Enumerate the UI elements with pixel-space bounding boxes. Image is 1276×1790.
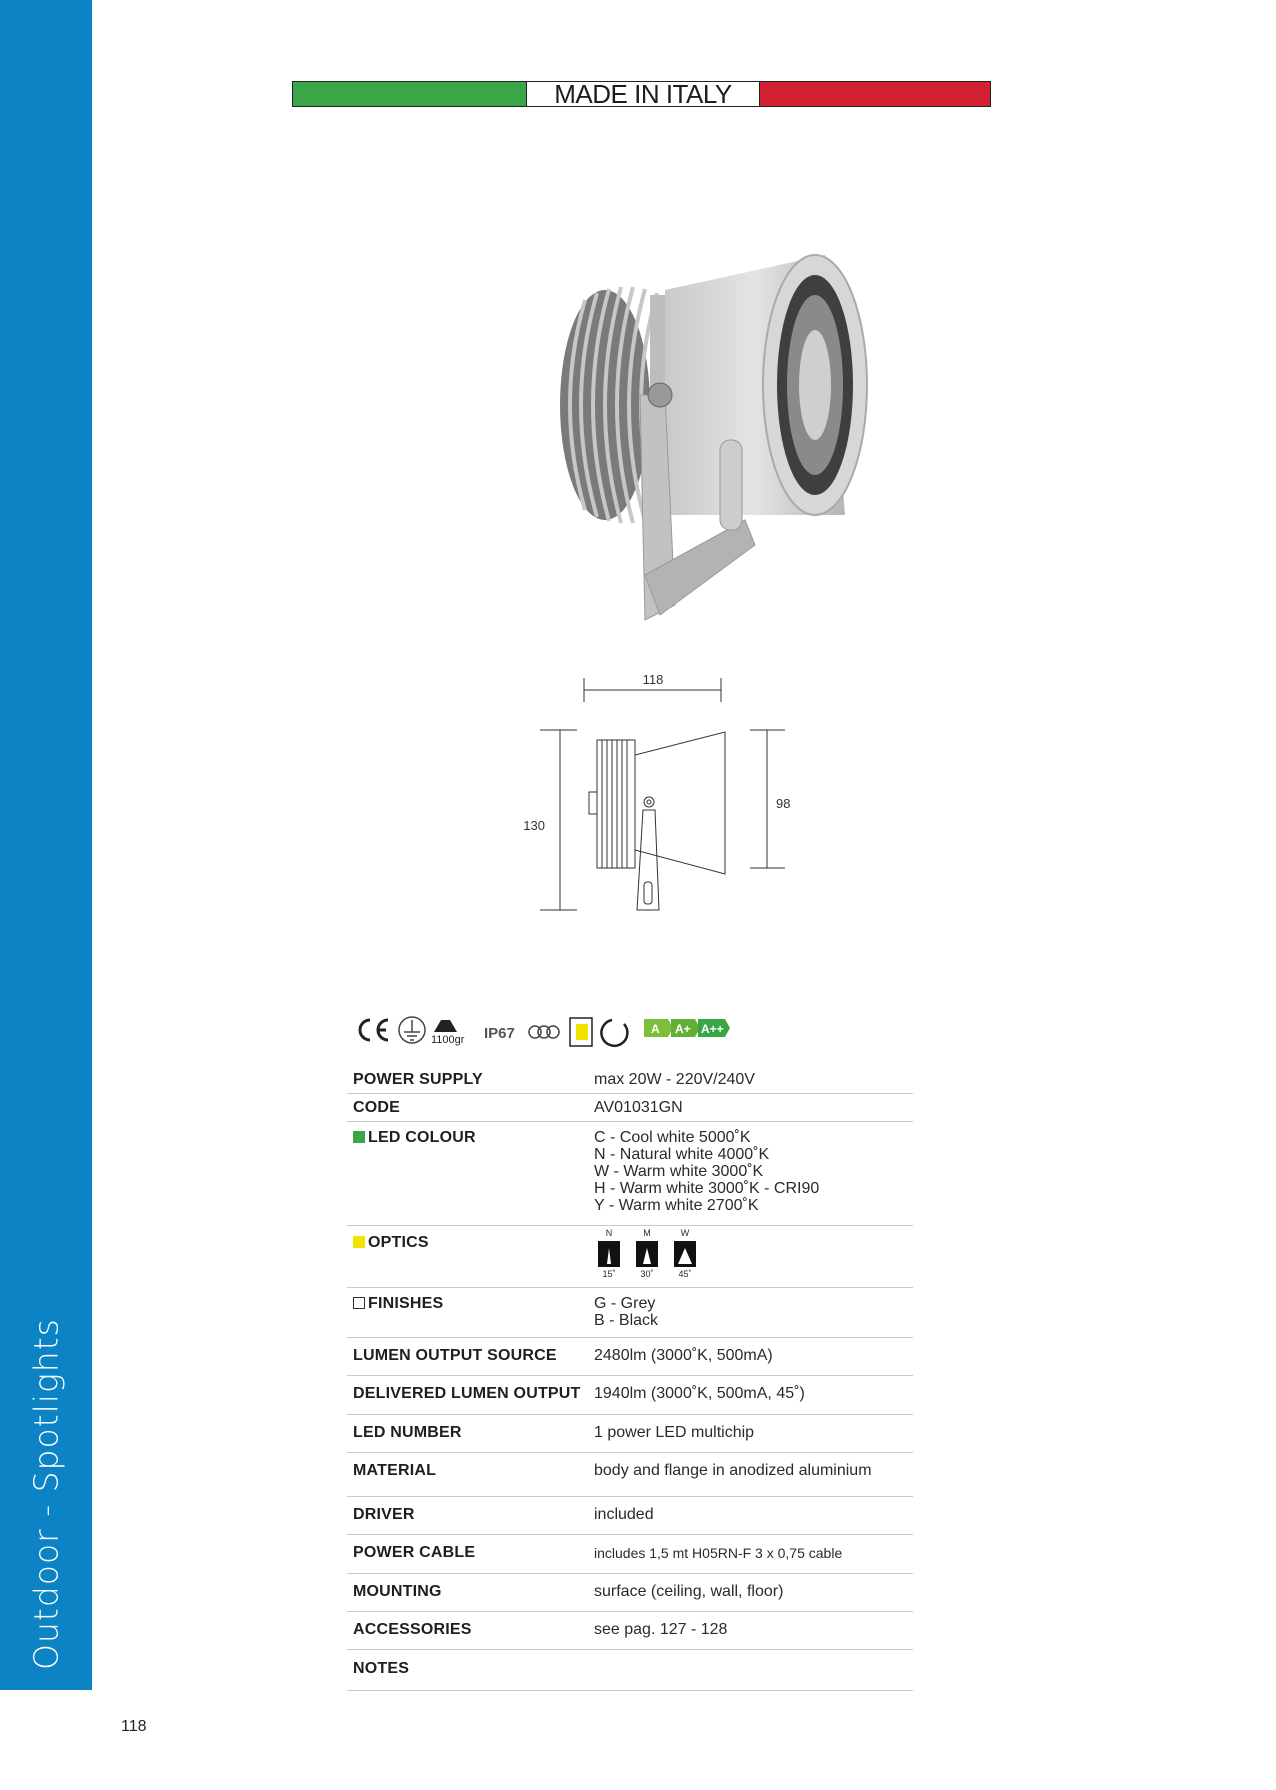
spec-value: includes 1,5 mt H05RN-F 3 x 0,75 cable — [594, 1534, 913, 1573]
spec-row-power-supply — [347, 1065, 913, 1093]
list-item: W - Warm white 3000˚K — [594, 1162, 764, 1180]
optic-medium: M 30˚ — [632, 1228, 662, 1279]
led-colour-marker — [353, 1131, 365, 1143]
flag-green — [293, 82, 527, 106]
spec-row-led-colour — [347, 1121, 913, 1225]
spec-row-power-cable — [347, 1534, 913, 1573]
led-colour-list — [594, 1121, 913, 1225]
svg-text:A+: A+ — [675, 1022, 691, 1036]
medium-beam-icon — [636, 1241, 658, 1267]
spec-value: included — [594, 1496, 913, 1534]
spec-row-finishes — [347, 1287, 913, 1337]
spec-value: 2480lm (3000˚K, 500mA) — [594, 1337, 913, 1375]
sidebar-title: Outdoor - Spotlights — [26, 1318, 66, 1670]
spec-row-driver — [347, 1496, 913, 1534]
energy-label-icon — [644, 1019, 730, 1037]
list-item: N - Natural white 4000˚K — [594, 1145, 770, 1163]
spec-label: OPTICS — [368, 1233, 429, 1251]
spec-label: MOUNTING — [347, 1573, 594, 1611]
spec-label: POWER CABLE — [347, 1534, 594, 1573]
svg-text:A++: A++ — [701, 1022, 724, 1036]
spec-row-notes — [347, 1649, 913, 1690]
list-item: C - Cool white 5000˚K — [594, 1128, 751, 1146]
optics-icons — [594, 1228, 913, 1286]
spec-value: AV01031GN — [594, 1093, 913, 1121]
list-item: B - Black — [594, 1311, 659, 1329]
finishes-marker — [353, 1297, 365, 1309]
flag-red — [760, 82, 990, 106]
spec-value: 1 power LED multichip — [594, 1414, 913, 1452]
spec-row-mounting — [347, 1573, 913, 1611]
dimension-drawing — [515, 660, 815, 920]
narrow-beam-icon — [598, 1241, 620, 1267]
list-item: G - Grey — [594, 1294, 656, 1312]
spec-label: LED COLOUR — [368, 1128, 476, 1146]
spec-label: LUMEN OUTPUT SOURCE — [347, 1337, 594, 1375]
spec-value: body and flange in anodized aluminium — [594, 1452, 913, 1496]
spec-label: NOTES — [347, 1649, 594, 1690]
spec-label: DELIVERED LUMEN OUTPUT — [347, 1375, 594, 1414]
sidebar — [0, 0, 92, 1690]
product-image — [515, 245, 875, 625]
spec-label: LED NUMBER — [347, 1414, 594, 1452]
spec-row-lumen-output-source — [347, 1337, 913, 1375]
weight-icon — [434, 1020, 457, 1032]
spec-row-led-number — [347, 1414, 913, 1452]
spec-value — [594, 1649, 913, 1690]
spec-label: FINISHES — [368, 1294, 444, 1312]
svg-text:A: A — [651, 1022, 660, 1036]
width-label: 118 — [642, 672, 664, 687]
spec-row-code — [347, 1093, 913, 1121]
finishes-list — [594, 1287, 913, 1337]
spec-value: surface (ceiling, wall, floor) — [594, 1573, 913, 1611]
spec-label: POWER SUPPLY — [347, 1065, 594, 1093]
rotation-icon — [601, 1020, 627, 1046]
spec-row-delivered-lumen-output — [347, 1375, 913, 1414]
page-number: 118 — [121, 1718, 147, 1735]
spec-table — [347, 1065, 913, 1691]
spec-label: MATERIAL — [347, 1452, 594, 1496]
class-i-earth-icon — [399, 1017, 425, 1043]
ip67-icon: IP67 — [484, 1025, 515, 1042]
spec-row-optics — [347, 1225, 913, 1287]
total-height-label: 130 — [523, 818, 545, 833]
ce-mark-icon — [360, 1020, 388, 1040]
spec-label: DRIVER — [347, 1496, 594, 1534]
spec-value: 1940lm (3000˚K, 500mA, 45˚) — [594, 1375, 913, 1414]
optic-wide: W 45˚ — [670, 1228, 700, 1279]
spec-label: CODE — [347, 1093, 594, 1121]
certification-icons — [352, 1012, 732, 1050]
spec-label: ACCESSORIES — [347, 1611, 594, 1649]
wide-beam-icon — [674, 1241, 696, 1267]
made-in-italy-banner — [292, 81, 991, 107]
rings-icon — [529, 1026, 559, 1038]
optic-narrow: N 15˚ — [594, 1228, 624, 1279]
head-height-label: 98 — [776, 796, 791, 811]
optics-marker — [353, 1236, 365, 1248]
spec-value: see pag. 127 - 128 — [594, 1611, 913, 1649]
spec-row-accessories — [347, 1611, 913, 1649]
list-item: Y - Warm white 2700˚K — [594, 1196, 759, 1214]
led-module-icon — [570, 1018, 592, 1046]
spec-value: max 20W - 220V/240V — [594, 1065, 913, 1093]
banner-text: MADE IN ITALY — [527, 82, 760, 106]
list-item: H - Warm white 3000˚K - CRI90 — [594, 1179, 820, 1197]
spec-row-material — [347, 1452, 913, 1496]
weight-label: 1100gr — [431, 1034, 465, 1046]
